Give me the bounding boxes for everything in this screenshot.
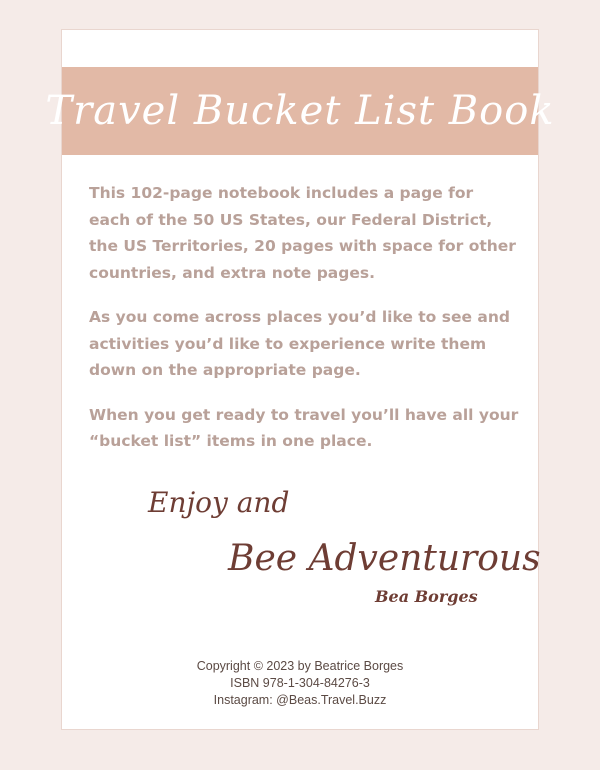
description-paragraph: As you come across places you’d like to see and activities you’d like to experience write them down on the appropriate page. [89,308,510,379]
author-signature: Bea Borges [375,587,478,606]
book-page [45,29,555,730]
closing-line-adventurous: Bee Adventurous [228,538,541,579]
description-paragraph: This 102-page notebook includes a page for each of the 50 US States, our Federal District, the US Territories, 20 pages with space for other countries, and extra note pages. [89,184,516,282]
closing-line-enjoy: Enjoy and [148,486,290,519]
title-banner [45,67,555,155]
instagram-handle: Instagram: @Beas.Travel.Buzz [213,693,387,707]
description [89,180,519,473]
isbn-line: ISBN 978-1-304-84276-3 [230,676,370,690]
description-paragraph: When you get ready to travel you’ll have all your “bucket list” items in one place. [89,405,519,450]
book-title: Travel Bucket List Book [45,88,555,134]
copyright-line: Copyright © 2023 by Beatrice Borges [196,659,404,673]
copyright-footer [62,658,538,709]
